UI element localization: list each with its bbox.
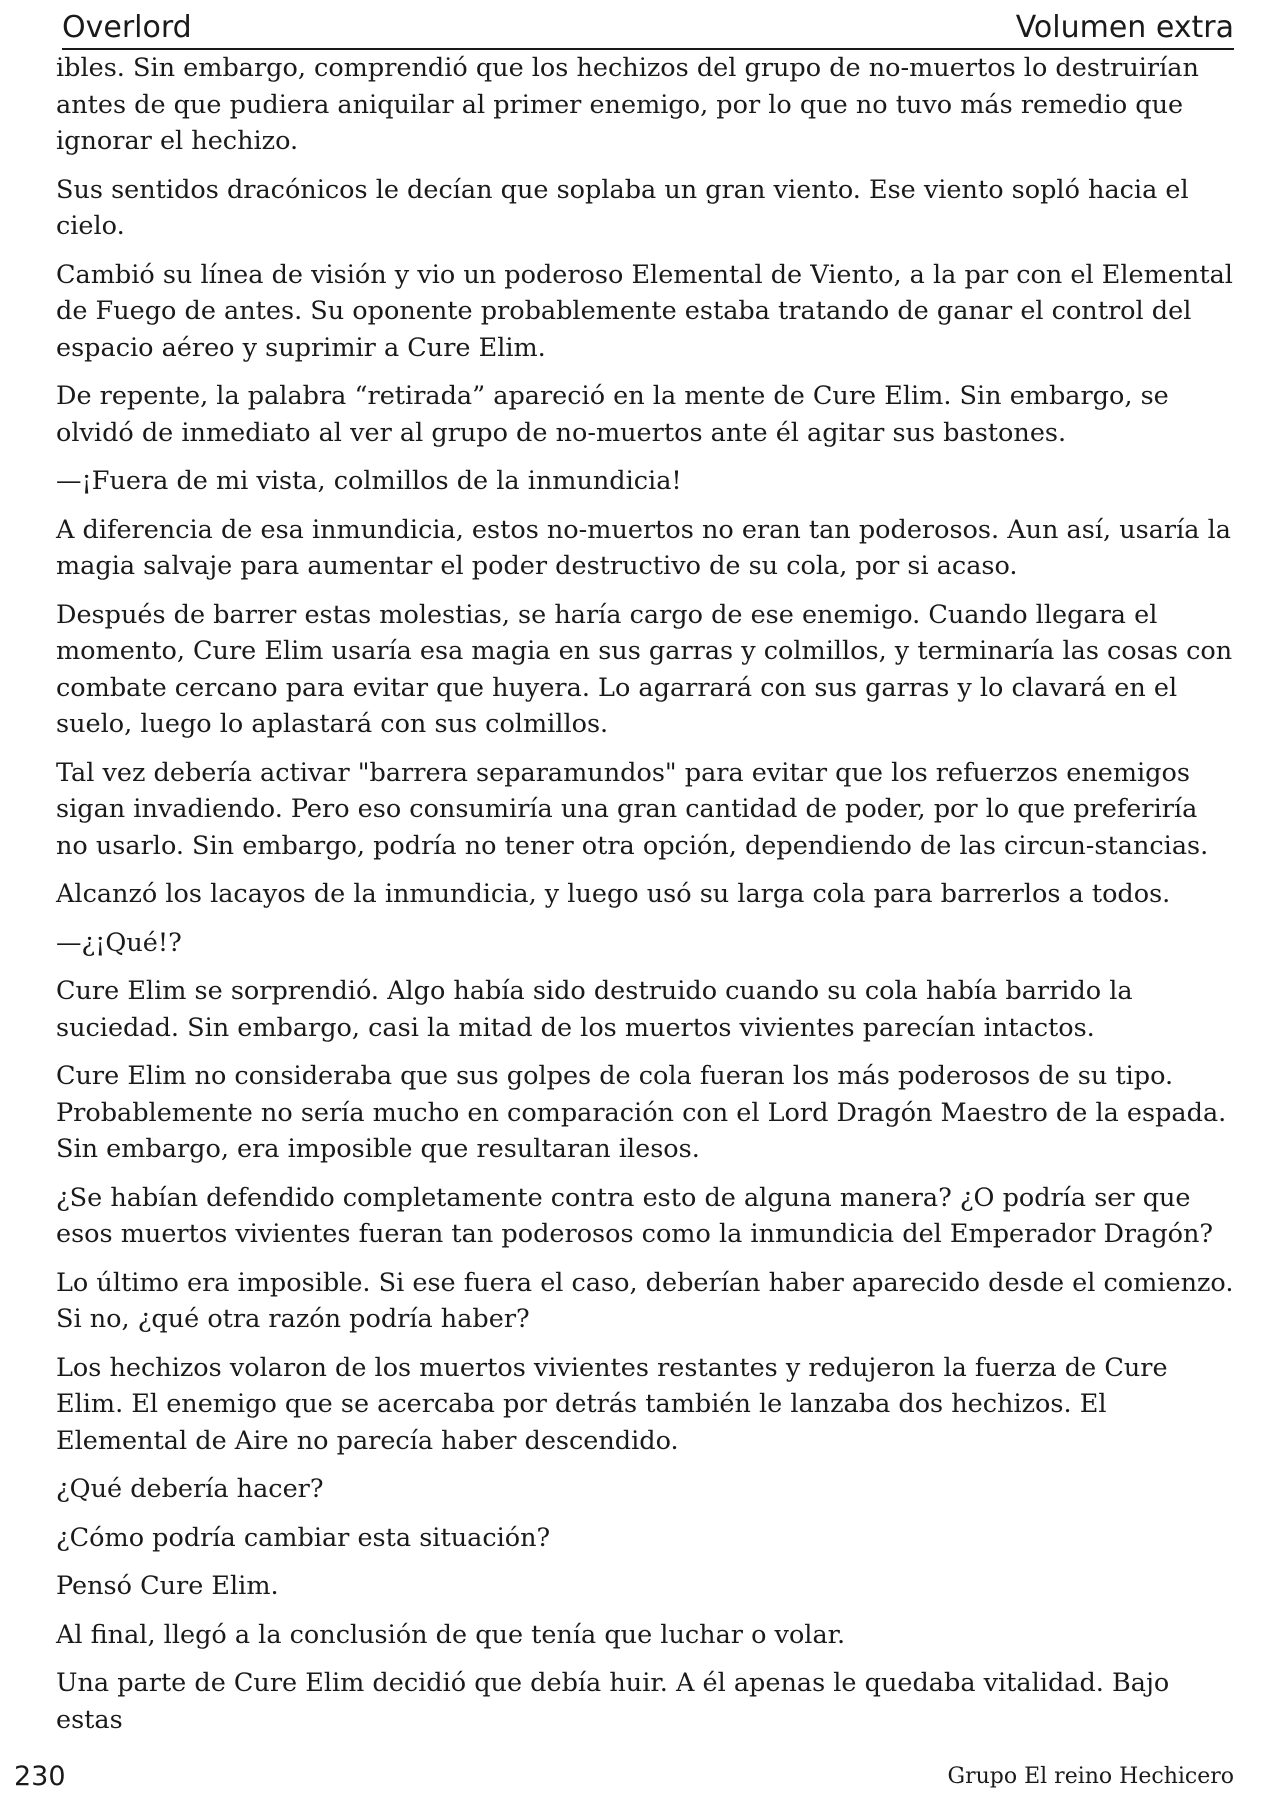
paragraph: Al final, llegó a la conclusión de que tenía que luchar o volar. [56, 1619, 846, 1650]
paragraph: Sus sentidos dracónicos le decían que soplaba un gran viento. Ese viento sopló hacia el cielo. [56, 174, 1189, 241]
paragraph: Lo último era imposible. Si ese fuera el caso, deberían haber aparecido desde el comienzo. Si no, ¿qué otra razón podría haber? [56, 1267, 1234, 1334]
paragraph: ¿Se habían defendido completamente contra esto de alguna manera? ¿O podría ser que esos muertos vivientes fueran tan poderosos como la inmundicia del Emperador Dragón? [56, 1182, 1214, 1249]
paragraph: ibles. Sin embargo, comprendió que los hechizos del grupo de no-muertos lo destruirían antes de que pudiera aniquilar al primer enemigo, por lo que no tuvo más remedio que ignorar el hechizo. [56, 53, 1199, 156]
paragraph: Alcanzó los lacayos de la inmundicia, y luego usó su larga cola para barrerlos a todos. [56, 879, 1171, 909]
paragraph: Pensó Cure Elim. [56, 1571, 279, 1601]
paragraph: ¿Cómo podría cambiar esta situación? [56, 1522, 551, 1553]
paragraph: Después de barrer estas molestias, se haría cargo de ese enemigo. Cuando llegara el momento, Cure Elim usaría esa magia en sus garras y colmillos, y terminaría las cosas con combate cercano para evitar que huyera. Lo agarrará con sus garras y lo clavará en el suelo, luego lo aplastará con sus colmillos. [56, 599, 1233, 739]
paragraph: De repente, la palabra “retirada” apareció en la mente de Cure Elim. Sin embargo, se olvidó de inmediato al ver al grupo de no-muertos ante él agitar sus bastones. [56, 381, 1169, 448]
paragraph: ¿Qué debería hacer? [56, 1474, 324, 1504]
paragraph: —¡Fuera de mi vista, colmillos de la inmundicia! [56, 466, 682, 496]
paragraph: Una parte de Cure Elim decidió que debía huir. A él apenas le quedaba vitalidad. Bajo estas [56, 1668, 1170, 1735]
page-number: 230 [14, 1760, 66, 1792]
page-header [62, 4, 1234, 50]
paragraph: A diferencia de esa inmundicia, estos no-muertos no eran tan poderosos. Aun así, usaría la magia salvaje para aumentar el poder destructivo de su cola, por si acaso. [56, 514, 1231, 581]
page-footer [14, 1756, 1234, 1796]
volume-title: Volumen extra [1015, 10, 1234, 45]
paragraph: Cure Elim no consideraba que sus golpes de cola fueran los más poderosos de su tipo. Probablemente no sería mucho en comparación con el Lord Dragón Maestro de la espada. Sin embargo, era imposible que resultaran ilesos. [56, 1061, 1227, 1164]
paragraph: —¿¡Qué!? [56, 927, 182, 958]
paragraph: Cambió su línea de visión y vio un poderoso Elemental de Viento, a la par con el Elemental de Fuego de antes. Su oponente probablemente estaba tratando de ganar el control del espacio aéreo y suprimir a Cure Elim. [56, 259, 1233, 363]
translator-credit: Grupo El reino Hechicero [947, 1763, 1234, 1789]
paragraph: Los hechizos volaron de los muertos vivientes restantes y redujeron la fuerza de Cure Elim. El enemigo que se acercaba por detrás también le lanzaba dos hechizos. El Elemental de Aire no parecía haber descendido. [56, 1352, 1168, 1456]
book-title: Overlord [62, 10, 192, 45]
paragraph: Cure Elim se sorprendió. Algo había sido destruido cuando su cola había barrido la suciedad. Sin embargo, casi la mitad de los muertos vivientes parecían intactos. [56, 976, 1133, 1043]
paragraph: Tal vez debería activar "barrera separamundos" para evitar que los refuerzos enemigos sigan invadiendo. Pero eso consumiría una gran cantidad de poder, por lo que preferiría no usarlo. Sin embargo, podría no tener otra opción, dependiendo de las circun-stancias. [56, 757, 1209, 861]
page-body [56, 50, 1234, 1750]
